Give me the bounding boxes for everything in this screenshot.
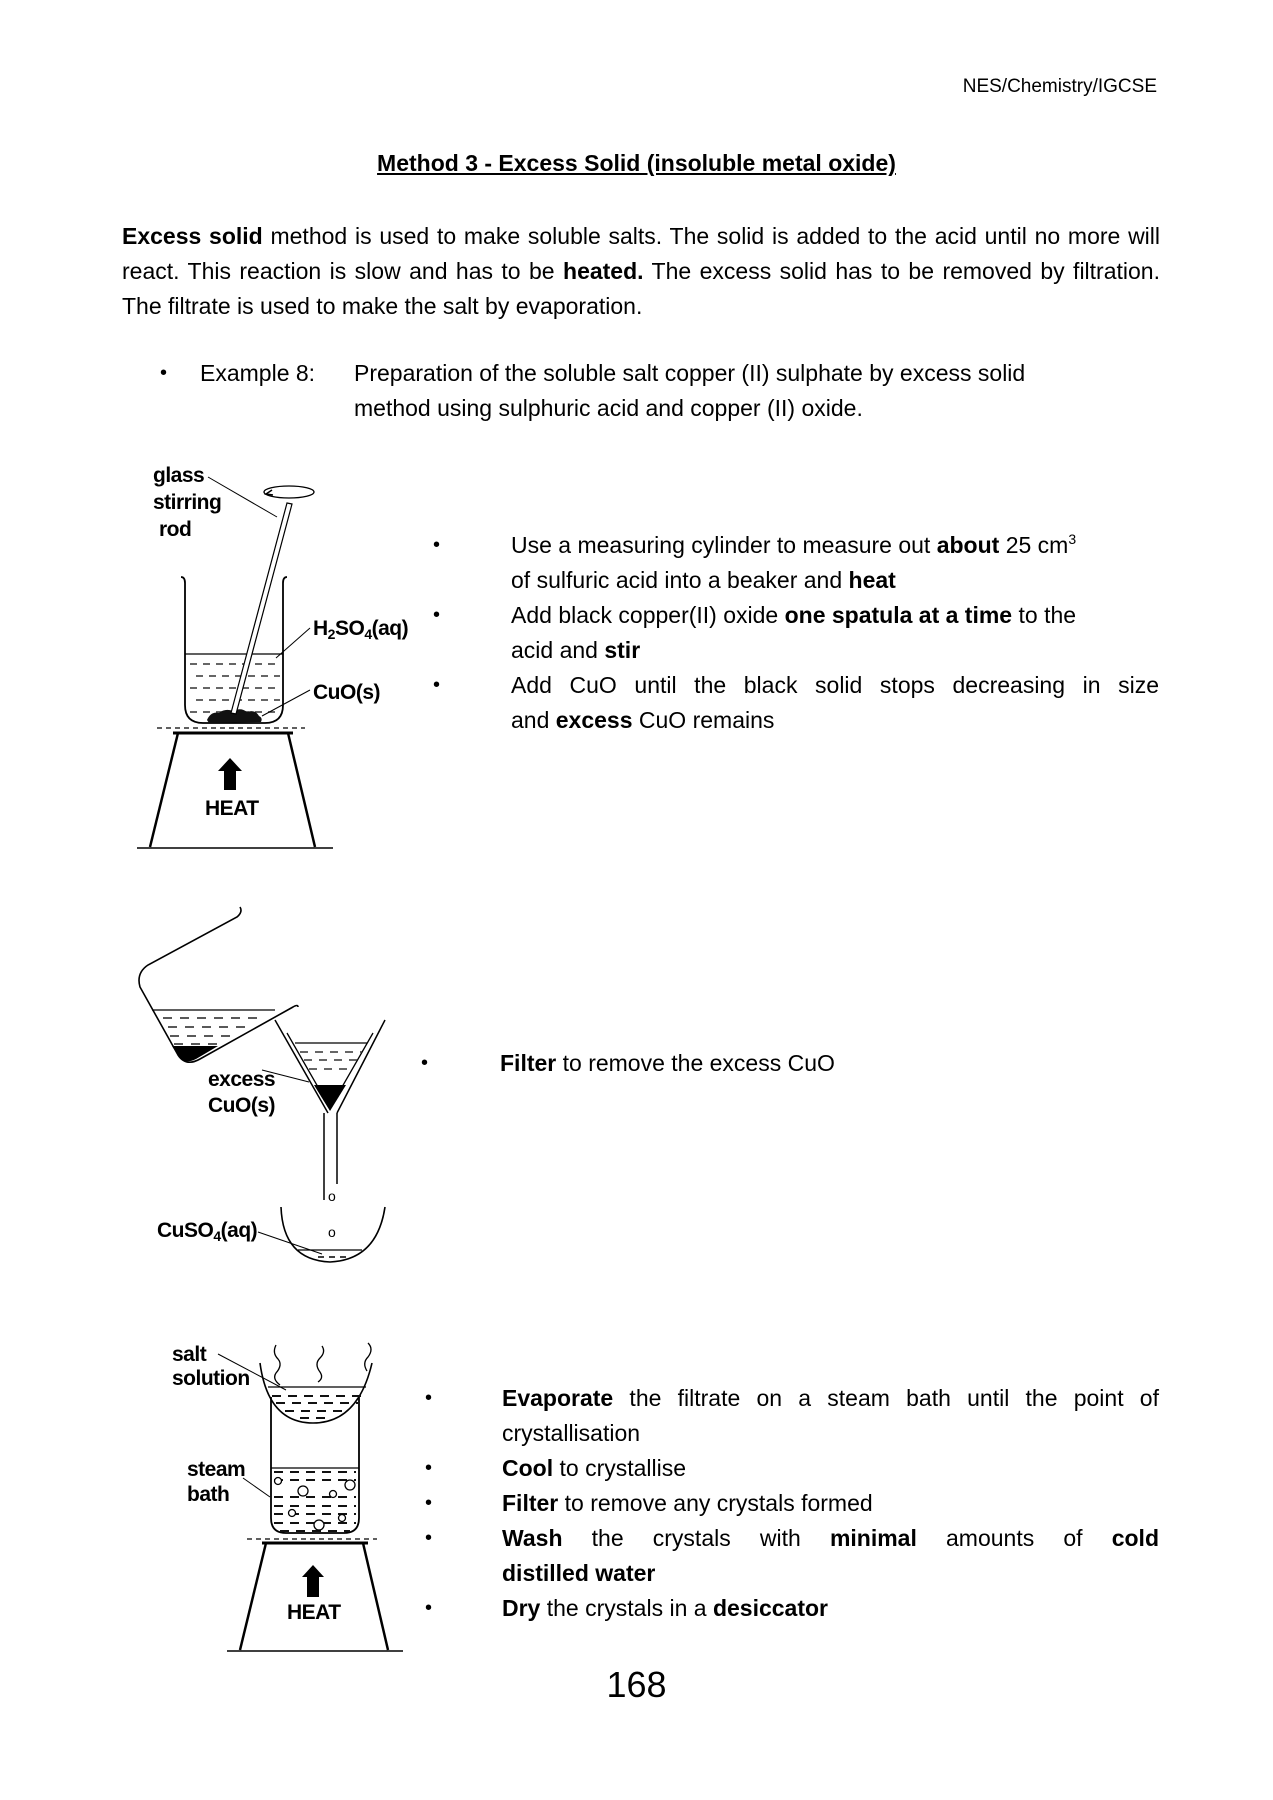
example-bullet: • [160, 362, 168, 384]
drop-icon: o [328, 1188, 336, 1204]
bullet: • [425, 1457, 433, 1479]
pouring-beaker [139, 907, 298, 1062]
bullet: • [425, 1387, 433, 1409]
label-sulfuric-acid: $H_2SO_4(aq)$ [313, 617, 409, 642]
label-heat: HEAT [205, 797, 259, 820]
step3-item-2: Cool to crystallise [502, 1455, 687, 1481]
example-line-2: method using sulphuric acid and copper (II) oxide. [354, 395, 863, 421]
label-stirring: stirring [153, 491, 222, 514]
tripod-leg-left [150, 733, 178, 847]
bullet: • [433, 604, 441, 626]
step1-item-3-line-2: and excess CuO remains [511, 707, 775, 733]
intro-text-2: The excess solid has to be removed by filtration. The filtrate is used to make the salt by evaporation. [122, 258, 1160, 319]
steam-bath-beaker [271, 1397, 359, 1533]
label-solution: solution [172, 1367, 250, 1390]
label-glass: glass [153, 464, 205, 487]
step3-item-4-line-2: distilled water [502, 1560, 656, 1586]
example-label: Example 8: [200, 360, 316, 386]
step1-item-3-line-1: Add CuO until the black solid stops decreasing in size [511, 672, 1159, 698]
bullet: • [425, 1492, 433, 1514]
step2-item-1: Filter to remove the excess CuO [500, 1050, 835, 1076]
intro-bold-heated: heated. [563, 258, 644, 284]
example-line-1: Preparation of the soluble salt copper (II) sulphate by excess solid [354, 360, 1026, 386]
leader-line-acid [276, 628, 310, 658]
label-bath: bath [187, 1483, 230, 1506]
leader-line-filtrate [258, 1232, 322, 1254]
label-excess: excess [208, 1068, 276, 1091]
label-heat-2: HEAT [287, 1601, 341, 1624]
bullet: • [425, 1597, 433, 1619]
running-head: NES/Chemistry/IGCSE [962, 76, 1157, 97]
rotation-arrow-icon [266, 490, 273, 495]
bullet: • [433, 534, 441, 556]
step3-item-3: Filter to remove any crystals formed [502, 1490, 873, 1516]
step1-item-2-line-1: Add black copper(II) oxide one spatula at a time to the [511, 602, 1077, 628]
bullet: • [433, 674, 441, 696]
label-rod: rod [159, 518, 192, 541]
leader-line-cuo [262, 690, 310, 716]
heat-arrow-icon-2 [302, 1565, 324, 1597]
step3-item-5: Dry the crystals in a desiccator [502, 1595, 828, 1621]
step1-item-1-line-2: of sulfuric acid into a beaker and heat [511, 567, 896, 593]
tripod-leg-right [288, 733, 315, 847]
tripod-leg-left-2 [240, 1543, 266, 1650]
step3-item-4-line-1: Wash the crystals with minimal amounts of cold [502, 1525, 1159, 1551]
bullet: • [425, 1527, 433, 1549]
step1-item-1-line-1: Use a measuring cylinder to measure out about 25 $cm^3$ [511, 531, 1077, 558]
funnel-liquid-dashes [300, 1052, 362, 1069]
heat-arrow-icon [218, 758, 242, 790]
bullet: • [421, 1052, 429, 1074]
label-salt: salt [172, 1343, 207, 1366]
label-excess-cuo: CuO(s) [208, 1094, 275, 1117]
steam-wisps-icon [274, 1343, 371, 1385]
tripod-leg-right-2 [363, 1543, 388, 1650]
label-cuo-solid: CuO(s) [313, 681, 380, 704]
drop-icon: o [328, 1224, 336, 1240]
page-number: 168 [606, 1664, 667, 1705]
beaker-liquid-dashes [163, 1018, 258, 1044]
rotation-ellipse-icon [264, 486, 314, 498]
step3-item-1-line-2: crystallisation [502, 1420, 641, 1446]
step1-item-2-line-2: acid and stir [511, 637, 641, 663]
intro-bold-lead: Excess solid [122, 223, 263, 249]
step3-item-1-line-1: Evaporate the filtrate on a steam bath until the point of [502, 1385, 1159, 1411]
intro-text-1: method is used to make soluble salts. The solid is added to the acid until no more will react. This reaction is slow and has to be [122, 223, 1161, 284]
label-steam: steam [187, 1458, 246, 1481]
label-copper-sulfate: CuSO$_4$(aq) [157, 1219, 258, 1244]
page-title: Method 3 - Excess Solid (insoluble metal oxide) [377, 150, 896, 176]
leader-line-steam [243, 1478, 270, 1497]
